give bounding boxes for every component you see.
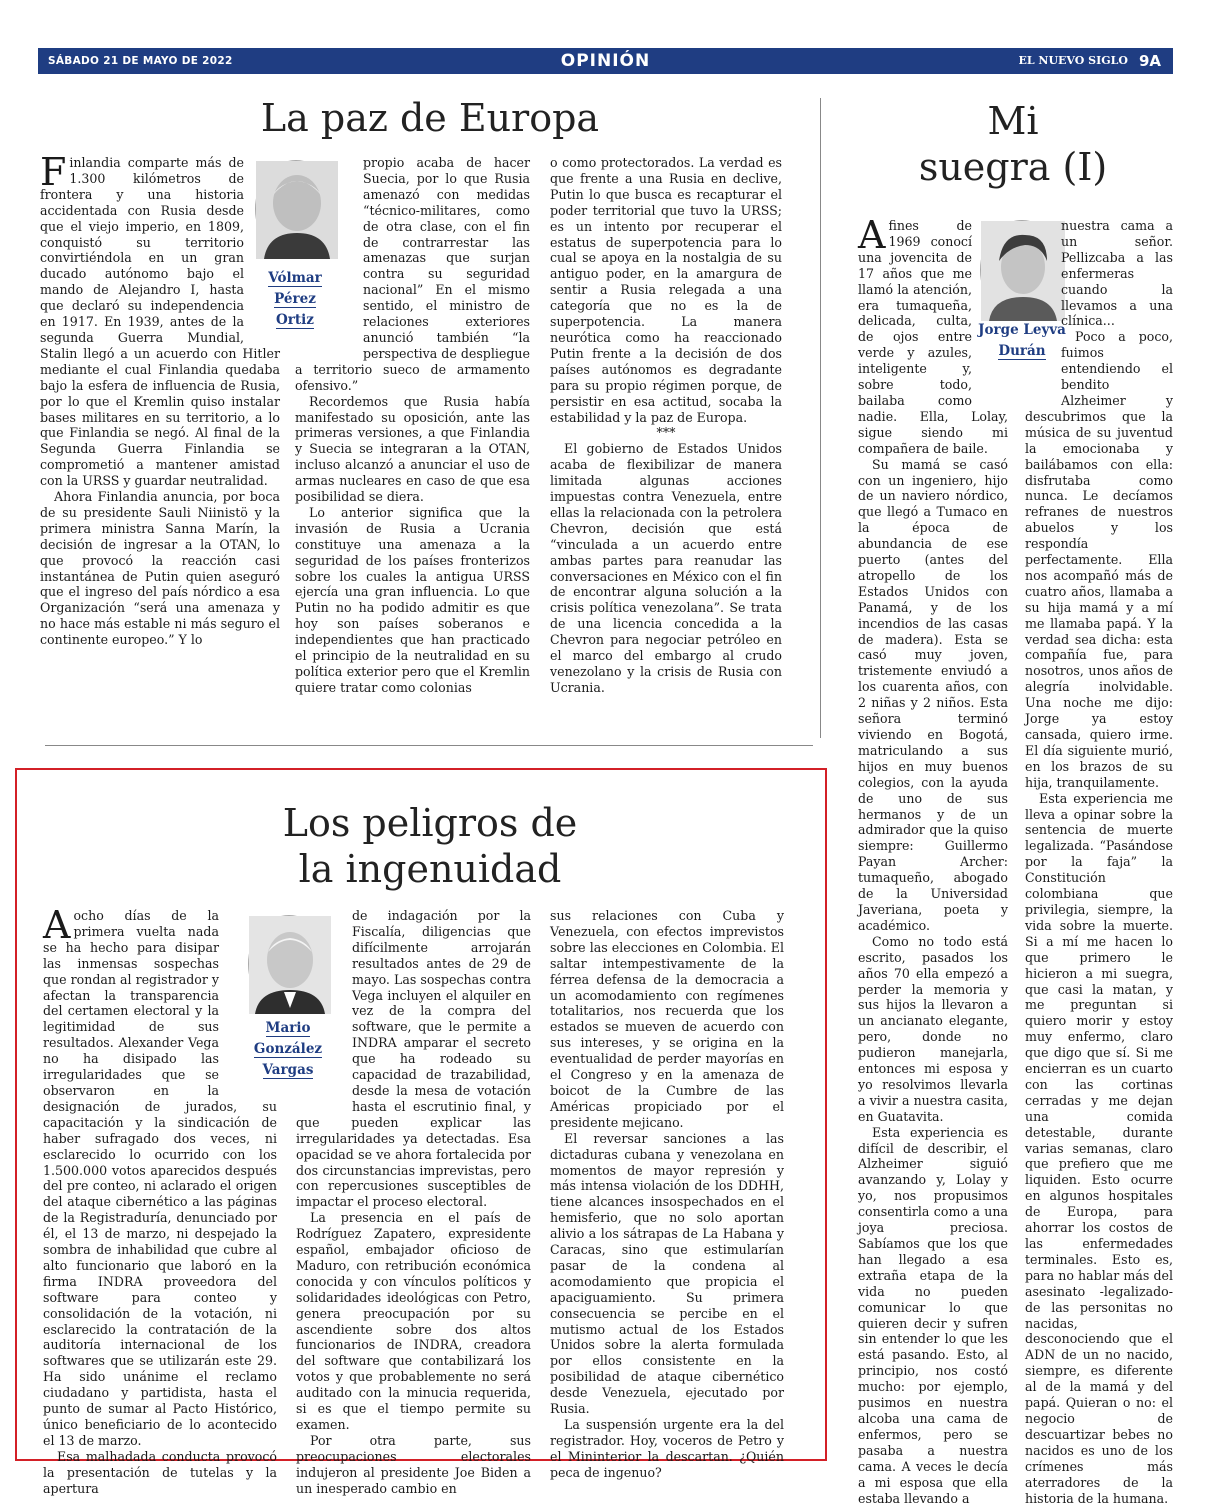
article2-paragraph: El reversar sanciones a las dictaduras cubana y venezolana en momentos de mayor represión y más intensa violación de los DDHH, tiene alcances insospechados en el hemisferio, que no solo aportan alivio a los sátrapas de La Habana y Caracas, sino que estimularían pasar de la condena al acomodamiento que propicia el apaciguamiento. Su primera consecuencia se percibe en el mutismo actual de los Estados Unidos sobre la alerta formulada por ellos consistente en la posibilidad de ataque cibernético desde Venezuela, ejecutado por Rusia.	[550, 1130, 784, 1417]
article2-paragraph: Por otra parte, sus preocupaciones electorales indujeron al presidente Joe Biden a un inesperado cambio en	[296, 1432, 531, 1496]
article2-author-line3: Vargas	[262, 1062, 314, 1078]
article1-author-line3: Ortiz	[276, 312, 314, 328]
article3-column1	[858, 213, 1008, 1506]
article2-author-line1: Mario	[265, 1020, 311, 1036]
header-paper-name: EL NUEVO SIGLO	[1018, 54, 1128, 67]
article2-column3	[550, 908, 784, 1480]
article2-column2	[296, 908, 531, 1496]
header-date: SÁBADO 21 DE MAYO DE 2022	[48, 55, 233, 67]
article1-author-line1: Vólmar	[268, 270, 322, 286]
article3-paragraph: Como no todo está escrito, pasados los años 70 ella empezó a perder la memoria y sus hijos la llevaron a un ancianato elegante, pero, donde no pudieron manejarla, entonces mi esposa y yo resolvimos llevarla a vivir a nuestra casita, en Guatavita.	[858, 933, 1008, 1124]
article3-title-line2: suegra (I)	[918, 145, 1108, 189]
article2-author-line2: González	[253, 1041, 323, 1057]
article1-paragraph: Finlandia comparte más de 1.300 kilómetros de frontera y una historia accidentada con Rusia desde que el viejo imperio, en 1809, conquistó su territorio convirtiéndola en un gran ducado autónomo bajo el mando de Alejandro I, hasta que declaró su independencia en 1917. En 1939, antes de la segunda Guerra Mundial, Stalin llegó a un acuerdo con Hitler mediante el cual Finlandia quedaba bajo la esfera de influencia de Rusia, por lo que el Kremlin quiso instalar bases militares en su territorio, a lo que Finlandia se negó. Al final de la Segunda Guerra Finlandia se comprometió a mantener amistad con la URSS y guardar neutralidad.	[40, 150, 280, 489]
article2-paragraph: La presencia en el país de Rodríguez Zapatero, expresidente español, embajador oficioso de Maduro, con retribución económica conocida y con vínculos políticos y solidaridades ideológicas con Petro, genera preocupación por su ascendiente sobre dos altos funcionarios de INDRA, creadora del software que contabilizará los votos y que probablemente no será auditado con la minucia requerida, si es que el tiempo permite su examen.	[296, 1210, 531, 1432]
header-section: OPINIÓN	[560, 51, 651, 71]
article2-paragraph: Esa malhadada conducta provocó la presentación de tutelas y la apertura	[43, 1448, 277, 1496]
article2-paragraph: sus relaciones con Cuba y Venezuela, con efectos imprevistos sobre las elecciones en Colombia. El saltar intempestivamente de la férrea defensa de la democracia a un acomodamiento con regímenes totalitarios, nos recuerda que los estados se mueven de acuerdo con sus intereses, y se origina en la eventualidad de perder mayorías en el Congreso y en la amenaza de boicot de la Cumbre de las Américas propiciado por el presidente mejicano.	[550, 908, 784, 1130]
article2-title	[45, 800, 815, 892]
article3-column2	[1025, 218, 1173, 1506]
article1-column2	[295, 155, 530, 695]
article1-author-line2: Pérez	[274, 291, 316, 307]
article1-title: La paz de Europa	[260, 96, 600, 140]
article1-paragraph: El gobierno de Estados Unidos acaba de flexibilizar de manera limitada algunas acciones impuestas contra Venezuela, entre ellas la relacionada con la petrolera Chevron, decisión que está “vinculada a un acuerdo entre ambas partes para reanudar las conversaciones en México con el fin de encontrar alguna solución a la crisis política venezolana”. Se trata de una licencia concedida a la Chevron para negociar petróleo en el marco del embargo al crudo venezolano y la crisis de Rusia con Ucrania.	[550, 441, 782, 695]
header-page-number: 9A	[1138, 52, 1161, 70]
article1-paragraph: Lo anterior significa que la invasión de Rusia a Ucrania constituye una amenaza a la seguridad de los países fronterizos sobre los cuales la antigua URSS ejercía una gran influencia. Lo que Putin no ha podido admitir es que hoy son países soberanos e independientes que han practicado el principio de la neutralidad en su política exterior pero que el Kremlin quiere tratar como colonias	[295, 504, 530, 695]
article2-title-line2: la ingenuidad	[298, 847, 562, 891]
article2-title-line1: Los peligros de	[282, 801, 578, 845]
article1-paragraph: o como protectorados. La verdad es que frente a una Rusia en declive, Putin lo que busca es recapturar el poder territorial que tuvo la URSS; es un intento por recuperar el estatus de superpotencia para lo cual se apoya en la nostalgia de su antiguo poder, en la amargura de sentir a Rusia relegada a una categoría que no es la de superpotencia. La manera neurótica como ha reaccionado Putin frente a la decisión de dos países autónomos es degradante para su propio régimen porque, de persistir en esa actitud, socaba la estabilidad y la paz de Europa.	[550, 155, 782, 425]
article1-separator: ***	[656, 425, 676, 441]
article3-paragraph: Poco a poco, fuimos entendiendo el bendito Alzheimer y descubrimos que la música de su juventud la emocionaba y bailábamos con ella: disfrutaba como nunca. Le decíamos refranes de nuestros abuelos y los respondía perfectamente. Ella nos acompañó más de cuatro años, llamaba a su hija mamá y a mí me llamaba papá. Y la verdad sea dicha: esta compañía fue, para nosotros, unos años de alegría inolvidable. Una noche me dijo: Jorge ya estoy cansada, quiero irme. El día siguiente murió, en los brazos de su hija, tranquilamente.	[1025, 329, 1173, 790]
article-divider	[45, 745, 813, 746]
article3-author-line1: Jorge Leyva	[978, 322, 1066, 338]
article1-paragraph: propio acaba de hacer Suecia, por lo que Rusia amenazó con medidas “técnico-militares, como de otra clase, con el fin de contrarrestar las amenazas que surjan contra su seguridad nacional” En el mismo sentido, el ministro de relaciones exteriores anunció también “la perspectiva de despliegue a territorio sueco de armamento ofensivo.”	[295, 155, 530, 393]
article2-column1	[43, 903, 277, 1496]
article2-paragraph: La suspensión urgente era la del registrador. Hoy, voceros de Petro y el Mininterior la descartan. ¿Quién peca de ingenuo?	[550, 1417, 784, 1480]
article1-column3	[550, 155, 782, 695]
article1-column1	[40, 150, 280, 695]
column-divider	[820, 98, 821, 738]
article2-paragraph: Aocho días de la primera vuelta nada se ha hecho para disipar las inmensas sospechas que rondan al registrador y afectan la transparencia del certamen electoral y la legitimidad de sus resultados. Alexander Vega no ha disipado las irregularidades que se observaron en la designación de jurados, su capacitación y la sindicación de haber sufragado dos veces, ni esclarecido lo ocurrido con los 1.500.000 votos aparecidos después del pre conteo, ni aclarado el origen del ataque cibernético a las páginas de la Registraduría, denunciado por él, el 13 de marzo, ni despejado la sombra de inhabilidad que cubre al alto funcionario que laboró en la firma INDRA proveedora del software para conteo y consolidación de la votación, ni esclarecido la contratación de la auditoría internacional de los softwares que se utilizarán este 29. Ha sido unánime el reclamo ciudadano y partidista, hasta el punto de sumar al Pacto Histórico, único beneficiario de lo acontecido el 13 de marzo.	[43, 903, 277, 1448]
article3-paragraph: Afines de 1969 conocí una jovencita de 17 años que me llamó la atención, era tumaqueña, delicada, culta, de ojos entre verde y azules, inteligente y, sobre todo, bailaba como nadie. Ella, Lolay, sigue siendo mi compañera de baile.	[858, 213, 1008, 456]
article2-dropcap: A	[43, 903, 71, 947]
article3-paragraph: Esta experiencia es difícil de describir, el Alzheimer siguió avanzando y, Lolay y yo, nos propusimos consentirla como a una joya preciosa. Sabíamos que los que han llegado a esa extraña etapa de la vida no pueden comunicar lo que quieren decir y sufren sin entender lo que les está pasando. Esto, al principio, nos costó mucho: por ejemplo, pusimos en nuestra alcoba una cama de enfermos, pero se pasaba a nuestra cama. A veces le decía a mi esposa que ella estaba llevando a	[858, 1124, 1008, 1506]
article1-dropcap: F	[40, 150, 67, 194]
article3-title	[838, 98, 1188, 190]
article3-paragraph: nuestra cama a un señor. Pellizcaba a las enfermeras cuando la llevamos a una clínica...	[1061, 218, 1173, 329]
article3-paragraph: Esta experiencia me lleva a opinar sobre la sentencia de muerte legalizada. “Pasándose por la faja” la Constitución colombiana que privilegia, siempre, la vida sobre la muerte. Si a mí me hacen lo que primero le hicieron a mi suegra, que casi la matan, y me preguntan si quiero morir y estoy muy enfermo, claro que digo que sí. Si me encierran es un cuarto con las cortinas cerradas y me dejan una comida detestable, durante varias semanas, claro que prefiero que me liquiden. Esto ocurre en algunos hospitales de Europa, para ahorrar los costos de las enfermedades terminales. Esto es, para no hablar más del asesinato -legalizado- de las personitas no nacidas, desconociendo que el ADN de un no nacido, siempre, es diferente al de la mamá y del papá. Quieran o no: el negocio de descuartizar bebes no nacidos es uno de los crímenes más aterradores de la historia de la humana.	[1025, 790, 1173, 1506]
article3-paragraph: Su mamá se casó con un ingeniero, hijo de un naviero nórdico, que llegó a Tumaco en la época de abundancia de ese puerto (antes del atropello de los Estados Unidos con Panamá, y de los incendios de las casas de madera). Esta se casó muy joven, tristemente enviudó a los cuarenta años, con 2 niñas y 2 niños. Esta señora terminó viviendo en Bogotá, matriculando a sus hijos en muy buenos colegios, con la ayuda de uno de sus hermanos y de un admirador que la quiso siempre: Guillermo Payan Archer: tumaqueño, abogado de la Universidad Javeriana, poeta y académico.	[858, 456, 1008, 933]
article1-paragraph: Recordemos que Rusia había manifestado su oposición, ante las primeras versiones, a que Finlandia y Suecia se integraran a la OTAN, incluso alcanzó a anunciar el uso de armas nucleares en caso de que esa posibilidad se diera.	[295, 393, 530, 505]
article2-paragraph: de indagación por la Fiscalía, diligencias que difícilmente arrojarán resultados antes de 29 de mayo. Las sospechas contra Vega incluyen el alquiler en vez de la compra del software, que le permite a INDRA amparar el secreto que ha rodeado su capacidad de trazabilidad, desde la mesa de votación hasta el escrutinio final, y que pueden explicar las irregularidades ya detectadas. Esa opacidad se ve ahora fortalecida por dos circunstancias imprevistas, pero con repercusiones susceptibles de impactar el proceso electoral.	[296, 908, 531, 1210]
article3-dropcap: A	[858, 213, 886, 257]
article3-title-line1: Mi	[987, 99, 1039, 143]
article1-paragraph: Ahora Finlandia anuncia, por boca de su presidente Sauli Niinistö y la primera ministra Sanna Marín, la decisión de ingresar a la OTAN, lo que provocó la reacción casi instantánea de Putin quien aseguró que el ingreso del país nórdico a esa Organización “será una amenaza y no hace más estable ni más seguro el continente europeo.” Y lo	[40, 489, 280, 648]
article3-author-line2: Durán	[998, 343, 1046, 359]
page-header-bar	[38, 48, 1173, 74]
